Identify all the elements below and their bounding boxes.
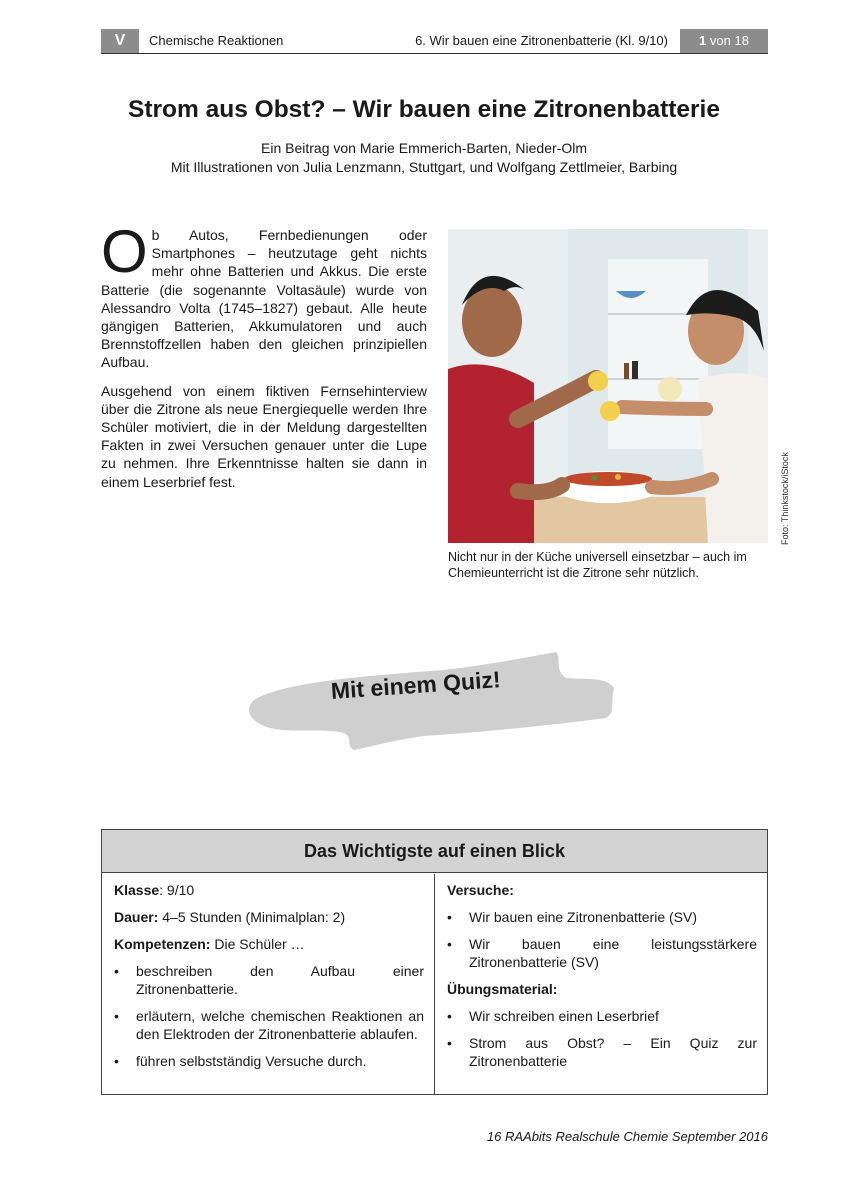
dauer-label: Dauer: bbox=[114, 909, 159, 925]
dauer-value: 4–5 Stunden (Minimalplan: 2) bbox=[158, 909, 346, 925]
photo-credit: Foto: Thinkstock/iStock bbox=[780, 452, 790, 545]
photo-lemon-squeeze bbox=[448, 229, 768, 543]
intro-paragraph-1-text: b Autos, Fernbedienungen oder Smartphones – heutzutage geht nichts mehr ohne Batterien und Akkus. Die erste Batterie (die sogenannte Voltasäule) wurde von Alessandro Volta (1745–1827) gebaut. Alle heute gängigen Batterien, Akkumulatoren und auch Brennstoffzellen haben den gleichen prinzipiellen Aufbau. bbox=[101, 227, 427, 371]
list-item: • führen selbstständig Versuche durch. bbox=[102, 1052, 434, 1070]
kompetenzen-label: Kompetenzen: bbox=[114, 936, 211, 952]
drop-cap: O bbox=[101, 218, 148, 285]
byline-illustrators: Mit Illustrationen von Julia Lenzmann, Stuttgart, und Wolfgang Zettlmeier, Barbing bbox=[170, 159, 678, 175]
overview-heading: Das Wichtigste auf einen Blick bbox=[102, 830, 767, 873]
list-item: • Wir schreiben einen Leserbrief bbox=[435, 1007, 767, 1025]
list-item: • Strom aus Obst? – Ein Quiz zur Zitronenbatterie bbox=[435, 1034, 767, 1070]
byline-author: Ein Beitrag von Marie Emmerich-Barten, Nieder-Olm bbox=[261, 140, 587, 156]
list-item: • Wir bauen eine leistungsstärkere Zitronenbatterie (SV) bbox=[435, 935, 767, 971]
intro-paragraph-1 bbox=[101, 218, 427, 372]
versuche-line bbox=[447, 881, 767, 899]
material-line bbox=[447, 980, 767, 998]
running-header bbox=[101, 29, 768, 54]
versuche-list bbox=[435, 908, 767, 971]
page-title: Strom aus Obst? – Wir bauen eine Zitronenbatterie bbox=[128, 96, 720, 123]
photo-caption: Nicht nur in der Küche universell einsetzbar – auch im Chemieunterricht ist die Zitrone sehr nützlich. bbox=[448, 550, 747, 580]
section-badge: V bbox=[101, 29, 139, 53]
intro-paragraph-2: Ausgehend von einem fiktiven Fernsehinterview über die Zitrone als neue Energiequelle werden Ihre Schüler motiviert, die in der Meldung dargestellten Fakten in zwei Versuchen genauer unter die Lupe zu nehmen. Ihre Erkenntnisse halten sie dann in einem Leserbrief fest. bbox=[101, 382, 427, 490]
klasse-line bbox=[114, 881, 434, 899]
overview-left-column bbox=[102, 874, 435, 1094]
header-topic: Chemische Reaktionen bbox=[149, 33, 284, 48]
header-unit: 6. Wir bauen eine Zitronenbatterie (Kl. 9/10) bbox=[415, 33, 668, 48]
kompetenzen-value: Die Schüler … bbox=[210, 936, 305, 952]
klasse-value: : 9/10 bbox=[159, 882, 195, 898]
versuche-label: Versuche: bbox=[447, 882, 514, 898]
overview-box bbox=[101, 829, 768, 1095]
kompetenzen-list bbox=[102, 962, 434, 1070]
quiz-banner-text: Mit einem Quiz! bbox=[330, 666, 502, 704]
material-label: Übungsmaterial: bbox=[447, 981, 558, 997]
page-current: 1 bbox=[699, 33, 707, 48]
list-item: • Wir bauen eine Zitronenbatterie (SV) bbox=[435, 908, 767, 926]
photo-illustration bbox=[448, 229, 768, 543]
page-total: von 18 bbox=[706, 33, 749, 48]
klasse-label: Klasse bbox=[114, 882, 160, 898]
list-item: • beschreiben den Aufbau einer Zitronenbatterie. bbox=[102, 962, 434, 998]
list-item: • erläutern, welche chemischen Reaktionen an den Elektroden der Zitronenbatterie ablaufen. bbox=[102, 1007, 434, 1043]
material-list bbox=[435, 1007, 767, 1070]
quiz-brush-banner bbox=[244, 648, 616, 752]
kompetenzen-line bbox=[114, 935, 434, 953]
page-footer: 16 RAAbits Realschule Chemie September 2016 bbox=[486, 1129, 768, 1144]
dauer-line bbox=[114, 908, 434, 926]
page-indicator bbox=[680, 29, 768, 53]
intro-text bbox=[101, 218, 427, 501]
overview-right-column bbox=[435, 874, 767, 1094]
